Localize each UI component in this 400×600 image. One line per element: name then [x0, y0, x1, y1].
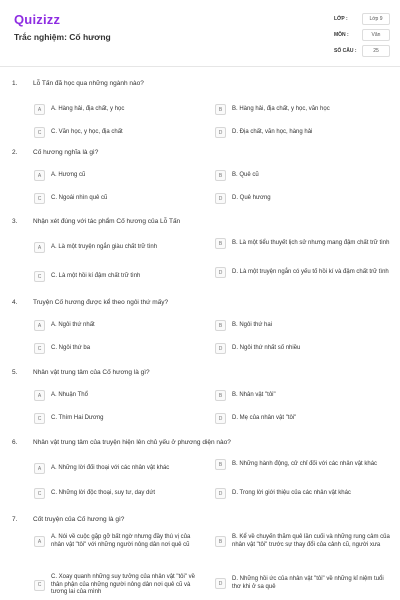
question-text: Nhân vật trung tâm của truyện hiện lên chủ yếu ở phương diện nào?	[33, 439, 231, 446]
option-b[interactable]	[215, 238, 393, 249]
option-text: D. Địa chất, văn học, hàng hải	[232, 128, 313, 135]
meta-box	[334, 12, 392, 60]
option-letter: C	[34, 580, 45, 591]
option-letter: C	[34, 127, 45, 138]
option-text: B. Quê cũ	[232, 171, 259, 178]
option-letter: D	[215, 193, 226, 204]
meta-row-subject	[334, 28, 392, 42]
option-a[interactable]	[34, 390, 204, 401]
question-text: Cố hương nghĩa là gì?	[33, 149, 99, 156]
option-text: D. Những hồi ức của nhân vật "tôi" về những kỉ niệm tuổi thơ khi ở sa quê	[232, 576, 384, 590]
meta-value: Lớp 9	[362, 13, 390, 25]
meta-value: Văn	[362, 29, 390, 41]
question-3	[0, 218, 400, 280]
question-text: Nhân vật trung tâm của Cố hương là gì?	[33, 369, 150, 376]
option-letter: B	[215, 459, 226, 470]
option-c[interactable]	[34, 127, 204, 138]
option-d[interactable]	[215, 343, 395, 354]
option-text: C. Thím Hai Dương	[51, 414, 104, 421]
question-header	[0, 218, 400, 225]
meta-value: 25	[362, 45, 390, 57]
option-text: D. Trong lời giới thiệu của các nhân vật khác	[232, 489, 351, 496]
question-number: 3.	[12, 218, 18, 225]
option-letter: C	[34, 413, 45, 424]
question-number: 6.	[12, 439, 18, 446]
option-letter: D	[215, 127, 226, 138]
option-letter: A	[34, 320, 45, 331]
option-d[interactable]	[215, 413, 395, 424]
option-text: C. Văn học, y học, địa chất	[51, 128, 123, 135]
question-header	[0, 149, 400, 156]
meta-label: MÔN :	[334, 32, 349, 38]
option-c[interactable]	[34, 574, 204, 597]
option-text: D. Quê hương	[232, 194, 271, 201]
option-d[interactable]	[215, 488, 395, 499]
question-text: Truyện Cố hương được kể theo ngôi thứ mấy?	[33, 299, 169, 306]
option-c[interactable]	[34, 413, 204, 424]
question-number: 7.	[12, 516, 18, 523]
option-c[interactable]	[34, 343, 204, 354]
question-4	[0, 299, 400, 352]
option-b[interactable]	[215, 104, 395, 115]
question-header	[0, 80, 400, 87]
question-header	[0, 439, 400, 446]
question-text: Lỗ Tấn đã học qua những ngành nào?	[33, 80, 144, 87]
option-text: C. Những lời độc thoại, suy tư, day dứt	[51, 489, 156, 496]
option-letter: C	[34, 271, 45, 282]
option-letter: D	[215, 267, 226, 278]
option-letter: A	[34, 536, 45, 547]
question-number: 4.	[12, 299, 18, 306]
option-letter: C	[34, 343, 45, 354]
option-letter: B	[215, 320, 226, 331]
option-letter: B	[215, 104, 226, 115]
meta-label: SỐ CÂU :	[334, 48, 357, 54]
option-text: C. Ngôi thứ ba	[51, 344, 91, 351]
option-a[interactable]	[34, 104, 204, 115]
option-text: D. Mẹ của nhân vật "tôi"	[232, 414, 297, 421]
option-letter: D	[215, 578, 226, 589]
option-b[interactable]	[215, 459, 385, 470]
option-a[interactable]	[34, 320, 204, 331]
option-text: A. Hàng hải, địa chất, y học	[51, 105, 125, 112]
option-text: D. Ngôi thứ nhất số nhiều	[232, 344, 301, 351]
page-title: Trắc nghiệm: Cố hương	[14, 32, 111, 42]
option-letter: C	[34, 488, 45, 499]
question-7	[0, 516, 400, 595]
quizizz-logo: Quizizz	[14, 12, 61, 27]
option-b[interactable]	[215, 170, 395, 181]
option-text: A. Ngôi thứ nhất	[51, 321, 95, 328]
option-text: B. Ngôi thứ hai	[232, 321, 273, 328]
option-text: B. Những hành động, cử chỉ đối với các nhân vật khác	[232, 460, 378, 467]
question-2	[0, 149, 400, 202]
option-a[interactable]	[34, 463, 210, 474]
question-header	[0, 369, 400, 376]
option-text: B. Hàng hải, địa chất, y học, văn học	[232, 105, 330, 112]
meta-row-class	[334, 12, 392, 26]
option-letter: D	[215, 343, 226, 354]
question-number: 5.	[12, 369, 18, 376]
option-a[interactable]	[34, 534, 204, 549]
question-text: Nhận xét đúng với tác phẩm Cố hương của Lỗ Tấn	[33, 218, 181, 225]
option-letter: A	[34, 390, 45, 401]
question-1	[0, 80, 400, 136]
header	[0, 0, 400, 67]
option-b[interactable]	[215, 534, 393, 549]
option-letter: A	[34, 242, 45, 253]
option-letter: C	[34, 193, 45, 204]
option-b[interactable]	[215, 390, 395, 401]
option-c[interactable]	[34, 488, 210, 499]
meta-label: LỚP :	[334, 16, 348, 22]
option-letter: B	[215, 238, 226, 249]
question-header	[0, 299, 400, 306]
option-d[interactable]	[215, 576, 393, 591]
option-text: A. Là một truyện ngắn giàu chất trữ tình	[51, 243, 158, 250]
option-d[interactable]	[215, 193, 395, 204]
option-text: A. Những lời đối thoại với các nhân vật khác	[51, 464, 170, 471]
option-c[interactable]	[34, 193, 204, 204]
option-letter: D	[215, 413, 226, 424]
option-letter: B	[215, 390, 226, 401]
option-text: B. Nhân vật "tôi"	[232, 391, 276, 398]
option-text: B. Kể về chuyến thăm quê lần cuối và những rung cảm của nhân vật "tôi" trước sự thay đổi của cảnh cũ, người xưa	[232, 534, 390, 548]
option-text: A. Nói về cuộc gặp gỡ bất ngờ nhưng đầy thú vị của nhân vật "tôi" với những người nông dân nơi quê cũ	[51, 534, 191, 548]
question-5	[0, 369, 400, 422]
option-letter: B	[215, 170, 226, 181]
option-letter: D	[215, 488, 226, 499]
option-a[interactable]	[34, 170, 204, 181]
meta-row-count	[334, 44, 392, 58]
option-b[interactable]	[215, 320, 395, 331]
option-d[interactable]	[215, 267, 393, 278]
option-text: A. Nhuận Thổ	[51, 391, 88, 398]
option-text: C. Là một hồi kí đậm chất trữ tình	[51, 272, 141, 279]
option-d[interactable]	[215, 127, 395, 138]
option-text: A. Hương cũ	[51, 171, 86, 178]
option-c[interactable]	[34, 271, 204, 282]
option-letter: B	[215, 536, 226, 547]
question-number: 1.	[12, 80, 18, 87]
question-header	[0, 516, 400, 523]
question-6	[0, 439, 400, 497]
option-letter: A	[34, 104, 45, 115]
option-text: B. Là một tiểu thuyết lịch sử nhưng mang đậm chất trữ tình	[232, 239, 390, 246]
option-text: C. Xoay quanh những suy tưởng của nhân vật "tôi" về thân phận của những người nông dân nơi quê cũ và tương lai của mình	[51, 574, 195, 595]
option-letter: A	[34, 463, 45, 474]
question-number: 2.	[12, 149, 18, 156]
question-text: Cốt truyện của Cố hương là gì?	[33, 516, 125, 523]
option-a[interactable]	[34, 242, 204, 253]
option-text: C. Ngoái nhìn quê cũ	[51, 194, 108, 201]
option-text: D. Là một truyện ngắn có yếu tố hồi kí và đậm chất trữ tình	[232, 268, 389, 275]
option-letter: A	[34, 170, 45, 181]
